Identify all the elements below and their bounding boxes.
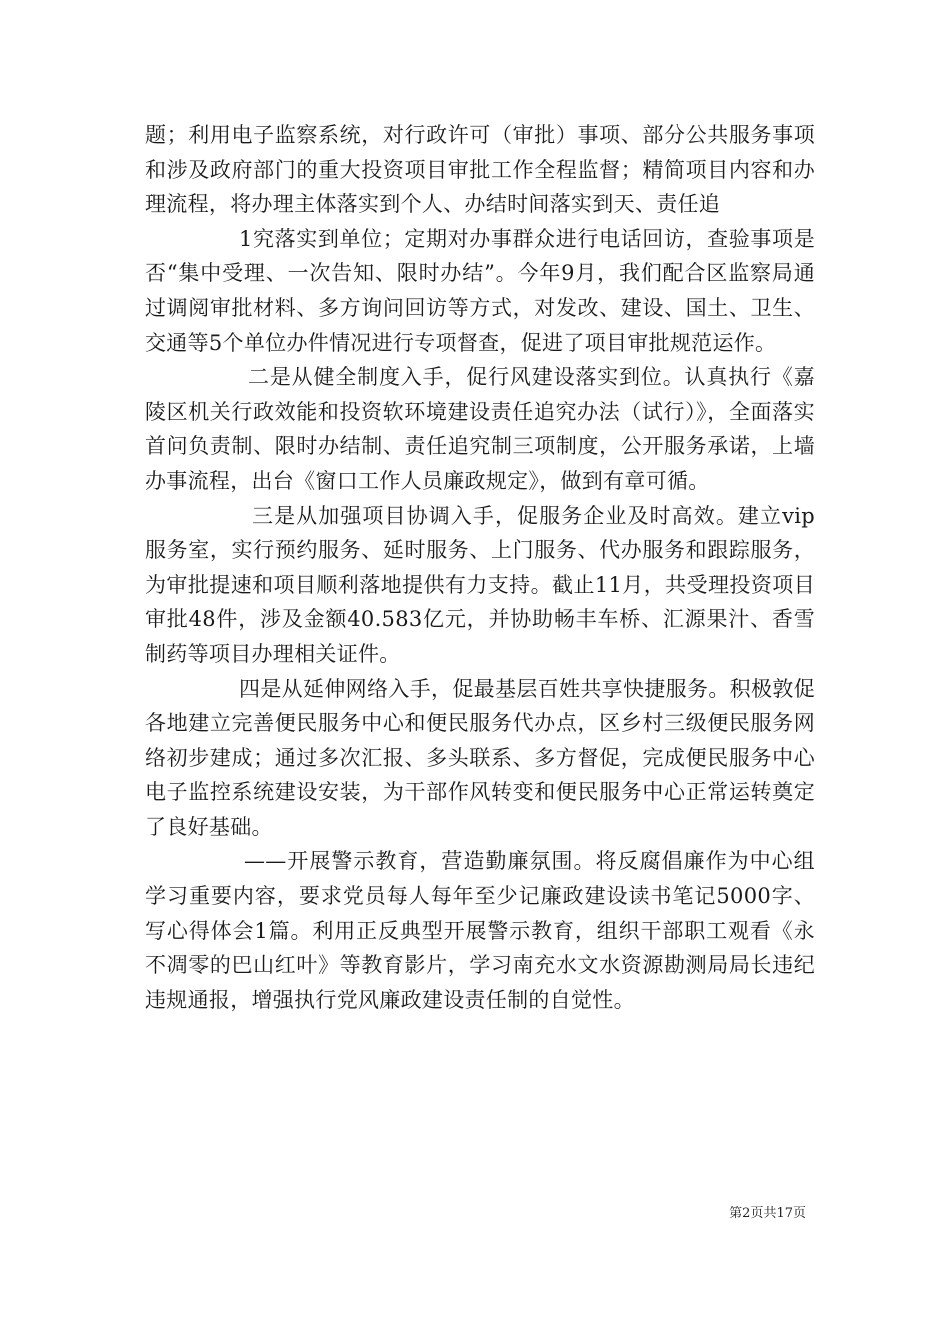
paragraph-continuation: 题；利用电子监察系统，对行政许可（审批）事项、部分公共服务事项和涉及政府部门的重大投资项目审批工作全程监督；精简项目内容和办理流程，将办理主体落实到个人、办结时间落实到天、责任追 — [145, 123, 815, 217]
paragraph-point-two: 二是从健全制度入手，促行风建设落实到位。认真执行《嘉陵区机关行政效能和投资软环境建设责任追究办法（试行）》，全面落实首问负责制、限时办结制、责任追究制三项制度，公开服务承诺，上墙办事流程，出台《窗口工作人员廉政规定》，做到有章可循。 — [145, 365, 815, 493]
paragraph-point-four: 四是从延伸网络入手，促最基层百姓共享快捷服务。积极敦促各地建立完善便民服务中心和便民服务代办点，区乡村三级便民服务网络初步建成；通过多次汇报、多头联系、多方督促，完成便民服务中心电子监控系统建设安装，为干部作风转变和便民服务中心正常运转奠定了良好基础。 — [145, 676, 815, 839]
page-number-footer: 第2页共17页 — [729, 1206, 806, 1221]
paragraph-footnote-continuation: 1究落实到单位；定期对办事群众进行电话回访，查验事项是否“集中受理、一次告知、限时办结”。今年9月，我们配合区监察局通过调阅审批材料、多方询问回访等方式，对发改、建设、国土、卫生、交通等5个单位办件情况进行专项督查，促进了项目审批规范运作。 — [145, 226, 815, 355]
paragraph-point-three: 三是从加强项目协调入手，促服务企业及时高效。建立vip服务室，实行预约服务、延时服务、上门服务、代办服务和跟踪服务，为审批提速和项目顺利落地提供有力支持。截止11月，共受理投资项目审批48件，涉及金额40.583亿元，并协助畅丰车桥、汇源果汁、香雪制药等项目办理相关证件。 — [145, 503, 815, 666]
paragraph-warning-education: ——开展警示教育，营造勤廉氛围。将反腐倡廉作为中心组学习重要内容，要求党员每人每年至少记廉政建设读书笔记5000字、写心得体会1篇。利用正反典型开展警示教育，组织干部职工观看《永不凋零的巴山红叶》等教育影片，学习南充水文水资源勘测局局长违纪违规通报，增强执行党风廉政建设责任制的自觉性。 — [145, 849, 815, 1012]
document-body — [145, 118, 815, 1017]
